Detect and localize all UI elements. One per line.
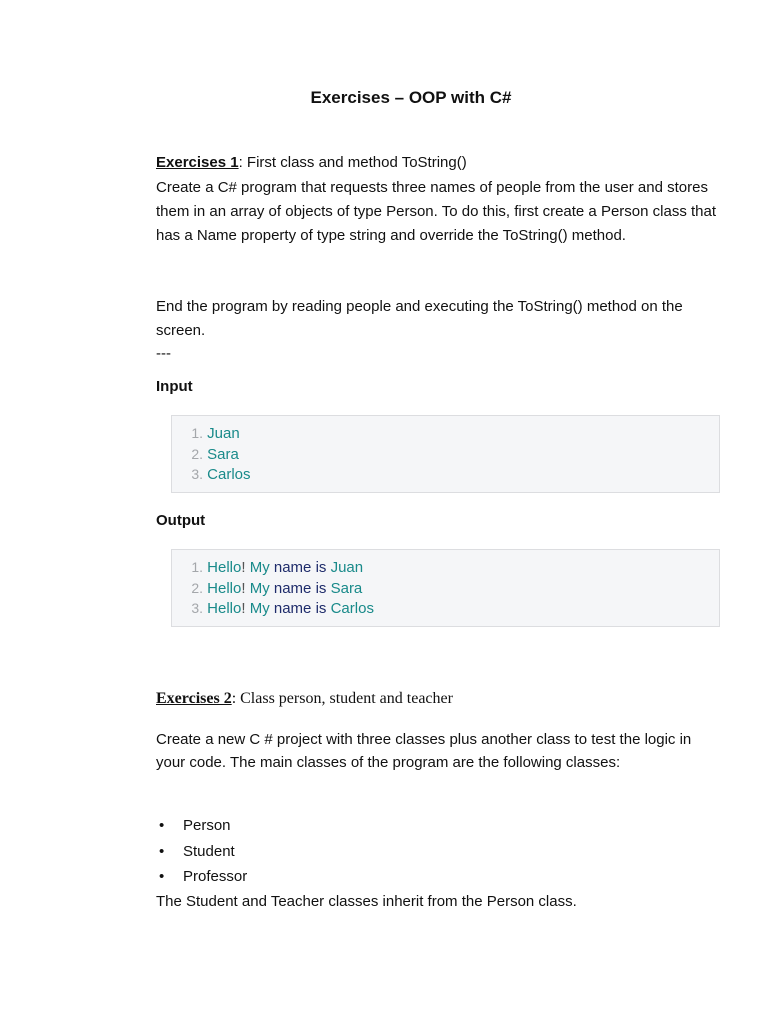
token-hello: Hello [207,559,242,576]
list-item [156,864,247,890]
exercise1-paragraph-1: Create a C# program that requests three names of people from the user and stores them in an array of objects of type Person. To do this, first create a Person class that has a Name property of type string and override the ToString() method. [156,179,717,244]
token-my: My [249,600,270,618]
input-value: Juan [207,425,240,442]
line-number: 3. [191,600,203,617]
output-code-block [171,549,720,627]
code-line [172,557,719,578]
exercise2-paragraph-1: Create a new C # project with three classes plus another class to test the logic in your code. The main classes of the program are the following classes: [156,731,692,771]
line-number: 2. [191,579,203,596]
code-line [172,598,719,619]
token-my: My [249,559,270,576]
token-punct: ! [241,600,246,618]
exercise1-heading [156,153,724,173]
output-value [207,558,363,579]
output-label: Output [156,512,206,529]
token-name: name [273,559,312,576]
list-item-label: Professor [183,868,248,885]
token-hello: Hello [207,600,242,618]
output-value [207,579,362,600]
code-line [172,464,719,485]
exercise2-label: Exercises 2 [156,690,232,707]
input-code-block [171,415,720,493]
line-number: 3. [191,466,203,483]
code-line [172,578,719,599]
exercise1-label: Exercises 1 [156,154,239,171]
exercise1-paragraph-2: End the program by reading people and executing the ToString() method on the screen. [156,298,683,339]
token-is: is [315,600,327,618]
output-value [207,599,374,620]
token-hello: Hello [207,579,242,597]
list-item [156,839,247,865]
list-item-label: Student [183,842,235,860]
bullet-icon: • [159,817,165,834]
token-punct: ! [241,579,246,597]
token-is: is [315,579,327,597]
exercise2-paragraph-2: The Student and Teacher classes inherit from the Person class. [156,893,577,910]
exercise2-heading [156,688,724,710]
bullet-icon: • [159,868,165,885]
token-is: is [315,559,327,576]
list-item-label: Person [183,817,231,834]
token-name: name [273,600,312,618]
input-value: Sara [207,445,239,463]
token-person: Sara [330,579,363,597]
token-person: Carlos [330,600,374,618]
exercise2-heading-text: : Class person, student and teacher [231,690,453,707]
code-line [172,423,719,444]
separator: --- [156,345,171,362]
document-title: Exercises – OOP with C# [310,88,512,107]
input-value: Carlos [207,466,251,484]
input-label: Input [156,378,193,395]
class-bullet-list [156,813,247,890]
token-name: name [273,579,312,597]
line-number: 1. [191,559,203,575]
code-line [172,444,719,465]
list-item [156,813,247,839]
line-number: 1. [191,425,203,441]
token-person: Juan [330,559,364,576]
token-punct: ! [241,559,246,576]
token-my: My [249,579,270,597]
exercise1-heading-text: : First class and method ToString() [238,154,467,171]
line-number: 2. [191,445,203,462]
bullet-icon: • [159,842,165,860]
